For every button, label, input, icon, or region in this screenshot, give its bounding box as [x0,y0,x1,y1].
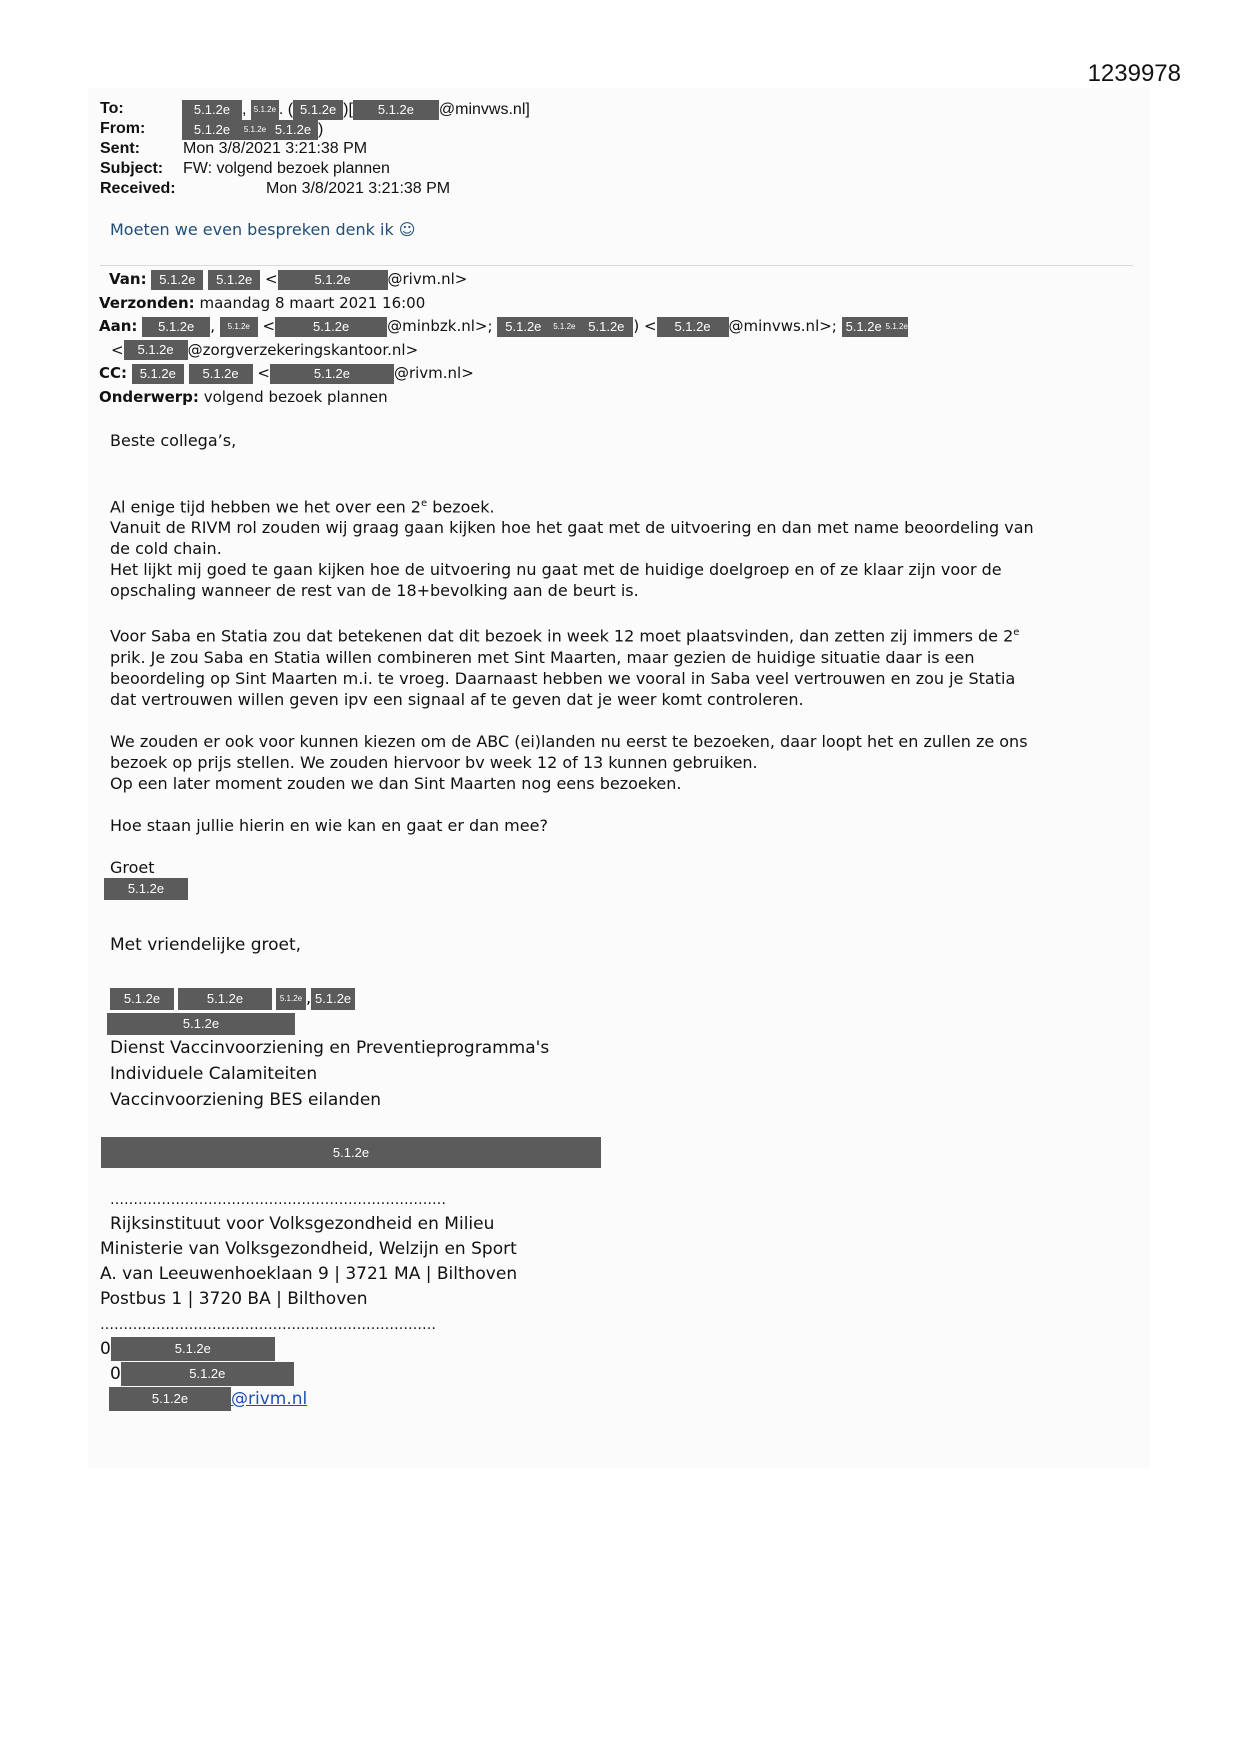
redaction: 5.1.2e [104,878,188,900]
body-line: dat vertrouwen willen geven ipv een signaal af te geven dat je weer komt controleren. [110,689,804,709]
redaction: 5.1.2e [110,988,174,1010]
signature-closing: Met vriendelijke groet, [110,935,302,955]
redaction: 5.1.2e [293,100,343,120]
redaction: 5.1.2e [579,317,633,337]
dotted-rule: ……………………………………………………………… [110,1192,446,1208]
redaction: 5.1.2e [270,364,394,384]
van-domain: @rivm.nl> [387,270,468,288]
redaction: 5.1.2e [353,100,439,120]
email-body [110,430,1130,900]
redaction: 5.1.2e [182,120,242,140]
redaction: 5.1.2e [111,1337,275,1361]
body-line: beoordeling op Sint Maarten m.i. te vroeg. Daarnaast hebben we vooral in Saba veel vertrouwen en zou je Statia [110,668,1016,688]
body-line: opschaling wanneer de rest van de 18+bevolking aan de beurt is. [110,581,639,601]
redaction: 5.1.2e [109,1387,231,1411]
redaction: 5.1.2e [276,988,306,1010]
redaction: 5.1.2e [549,317,579,337]
aan-row: Aan: 5.1.2e , 5.1.2e < 5.1.2e @minbzk.nl>; 5.1.2e 5.1.2e 5.1.2e ) < 5.1.2e @minvws.nl>; 5.1.2e 5.1.2e [99,317,908,335]
redaction: 5.1.2e [268,120,318,140]
address-line: Postbus 1 | 3720 BA | Bilthoven [100,1289,368,1309]
address-line: A. van Leeuwenhoeklaan 9 | 3721 MA | Bilthoven [100,1264,518,1284]
body-line: de cold chain. [110,539,222,559]
body-line: bezoek op prijs stellen. We zouden hiervoor bv week 12 of 13 kunnen gebruiken. [110,752,758,772]
body-line: Vanuit de RIVM rol zouden wij graag gaan kijken hoe het gaat met de uitvoering en dan met name beoordeling van [110,518,1034,538]
aan-label: Aan: [99,317,138,335]
aan-domain-3: @zorgverzekeringskantoor.nl> [187,340,419,359]
sent-value: Mon 3/8/2021 3:21:38 PM [183,140,368,157]
aan-domain-2: @minvws.nl>; [728,317,837,335]
redaction: 5.1.2e [132,364,184,384]
verzonden-label: Verzonden: [99,293,195,312]
dept-line: Dienst Vaccinvoorziening en Preventieprogramma's [110,1038,550,1058]
dept-line: Individuele Calamiteiten [110,1064,318,1084]
forward-note: Moeten we even bespreken denk ik ☺ [110,220,416,239]
phone-line: 0 5.1.2e [100,1337,275,1362]
signature-block-redacted [101,1137,601,1168]
subject-label: Subject: [100,160,164,177]
body-line: Het lijkt mij goed te gaan kijken hoe de uitvoering nu gaat met de huidige doelgroep en of ze klaar zijn voor de [110,560,1002,580]
to-label: To: [100,100,124,117]
from-label: From: [100,120,146,137]
original-header [99,268,908,409]
van-row: Van: 5.1.2e 5.1.2e < 5.1.2e @rivm.nl> [109,270,468,288]
dotted-rule: ……………………………………………………………… [100,1317,436,1333]
redaction: 5.1.2e [189,364,253,384]
verzonden-row [99,292,908,316]
redaction: 5.1.2e [121,1362,294,1386]
redaction: 5.1.2e [886,317,908,337]
body-line: Voor Saba en Statia zou dat betekenen dat dit bezoek in week 12 moet plaatsvinden, dan zetten zij immers de 2e [110,626,1020,646]
redaction: 5.1.2e [107,1013,295,1035]
redaction: 5.1.2e [142,317,210,337]
phone-line: 0 5.1.2e [110,1362,294,1387]
van-label: Van: [109,270,147,288]
sent-label: Sent: [100,140,140,157]
cc-domain: @rivm.nl> [393,364,474,382]
redaction: 5.1.2e [208,270,260,290]
redaction: 5.1.2e [278,270,388,290]
email-line [109,1387,307,1412]
redaction: 5.1.2e [101,1137,601,1168]
received-label: Received: [100,180,176,197]
redaction: 5.1.2e [182,100,242,120]
subject-value: FW: volgend bezoek plannen [183,160,390,177]
redaction: 5.1.2e [251,100,279,120]
body-line: Op een later moment zouden we dan Sint Maarten nog eens bezoeken. [110,773,682,793]
redaction: 5.1.2e [220,317,258,337]
aan-row-continued: < 5.1.2e @zorgverzekeringskantoor.nl> [111,340,419,359]
redaction: 5.1.2e [151,270,203,290]
email-link[interactable]: @rivm.nl [231,1389,308,1409]
aan-domain-1: @minbzk.nl>; [387,317,493,335]
redaction: 5.1.2e [178,988,272,1010]
body-line: We zouden er ook voor kunnen kiezen om de ABC (ei)landen nu eerst te bezoeken, daar loopt het en zullen ze ons [110,731,1028,751]
body-closing: Groet [110,857,155,877]
redaction: 5.1.2e [311,988,355,1010]
document-id: 1239978 [1087,60,1181,87]
org-line: Rijksinstituut voor Volksgezondheid en Milieu [110,1214,495,1234]
signature-title [107,1013,295,1035]
verzonden-value: maandag 8 maart 2021 16:00 [199,293,426,312]
redaction: 5.1.2e [275,317,387,337]
to-domain: @minvws.nl] [438,101,530,119]
body-line: Al enige tijd hebben we het over een 2e bezoek. [110,497,495,517]
signature-name: 5.1.2e 5.1.2e 5.1.2e , 5.1.2e [110,988,355,1010]
greeting: Beste collega’s, [110,431,237,450]
org-line: Ministerie van Volksgezondheid, Welzijn en Sport [100,1239,517,1259]
body-line: prik. Je zou Saba en Statia willen combineren met Sint Maarten, maar gezien de huidige situatie daar is een [110,647,975,667]
cc-label: CC: [99,364,128,382]
onderwerp-label: Onderwerp: [99,387,199,406]
onderwerp-row [99,386,908,410]
redaction: 5.1.2e [497,317,549,337]
document-page: 1239978 To: 5.1.2e , 5.1.2e . ( 5.1.2e )[ 5.1.2e @minvws.nl] From: 5.1.2e 5.1.2e 5.1.2e ) Sent: Mon 3/8/2021 3:21:38 PM Subject: FW: volgend bezoek plannen Received: Mon 3/8/2021 3:21:38 PM Moeten we even bespreken denk ik ☺ Van: 5.1.2e 5.1.2e < 5.1.2e @rivm.nl> Verzonden: maandag 8 maart 2021 16:00 Aan: 5.1.2e , 5.1.2e < 5.1.2e @minbzk.nl>; 5.1.2e 5.1.2e 5.1.2e ) < 5.1.2e @minvws.nl>; 5.1.2e 5.1.2e < 5.1.2e @zorgverzekeringskantoor.nl> CC: 5.1.2e 5.1.2e < 5.1.2e @rivm.nl> Onderwerp: volgend bezoek plannen Beste collega’s, Al enige tijd hebben we het over een 2e bezoek. Vanuit de RIVM rol zouden wij graag gaan kijken hoe het gaat met de uitvoering en dan met name beoordeling van de cold chain. Het lijkt mij goed te gaan kijken hoe de uitvoering nu gaat met de huidige doelgroep en of ze klaar zijn voor de opschaling wanneer de rest van de 18+bevolking aan de beurt is. Voor Saba en Statia zou dat betekenen dat dit bezoek in week 12 moet plaatsvinden, dan zetten zij immers de 2e prik. Je zou Saba en Statia willen combineren met Sint Maarten, maar gezien de huidige situatie daar is een beoordeling op Sint Maarten m.i. te vroeg. Daarnaast hebben we vooral in Saba veel vertrouwen en zou je Statia dat vertrouwen willen geven ipv een signaal af te geven dat je weer komt controleren. We zouden er ook voor kunnen kiezen om de ABC (ei)landen nu eerst te bezoeken, daar loopt het en zullen ze ons bezoek op prijs stellen. We zouden hiervoor bv week 12 of 13 kunnen gebruiken. Op een later moment zouden we dan Sint Maarten nog eens bezoeken. Hoe staan jullie hierin en wie kan en gaat er dan mee? Groet 5.1.2e Met vriendelijke groet, 5.1.2e 5.1.2e 5.1.2e , 5.1.2e 5.1.2e Dienst Vaccinvoorziening en Preventieprogramma's Individuele Calamiteiten Vaccinvoorziening BES eilanden 5.1.2e ……………………………………………………………… Rijksinstituut voor Volksgezondheid en Milieu Ministerie van Volksgezondheid, Welzijn en Sport A. van Leeuwenhoeklaan 9 | 3721 MA | Bilthoven Postbus 1 | 3720 BA | Bilthoven ……………………………………………………………… 0 5.1.2e 0 5.1.2e 5.1.2e @rivm.nl [0,0,1241,1754]
cc-row: CC: 5.1.2e 5.1.2e < 5.1.2e @rivm.nl> [99,364,474,382]
redaction: 5.1.2e [124,340,188,360]
divider [100,265,1133,266]
body-line: Hoe staan jullie hierin en wie kan en gaat er dan mee? [110,815,548,835]
received-value: Mon 3/8/2021 3:21:38 PM [266,180,451,197]
onderwerp-value: volgend bezoek plannen [203,387,388,406]
redaction: 5.1.2e [842,317,886,337]
dept-line: Vaccinvoorziening BES eilanden [110,1090,382,1110]
redaction: 5.1.2e [657,317,729,337]
redaction: 5.1.2e [242,120,268,140]
